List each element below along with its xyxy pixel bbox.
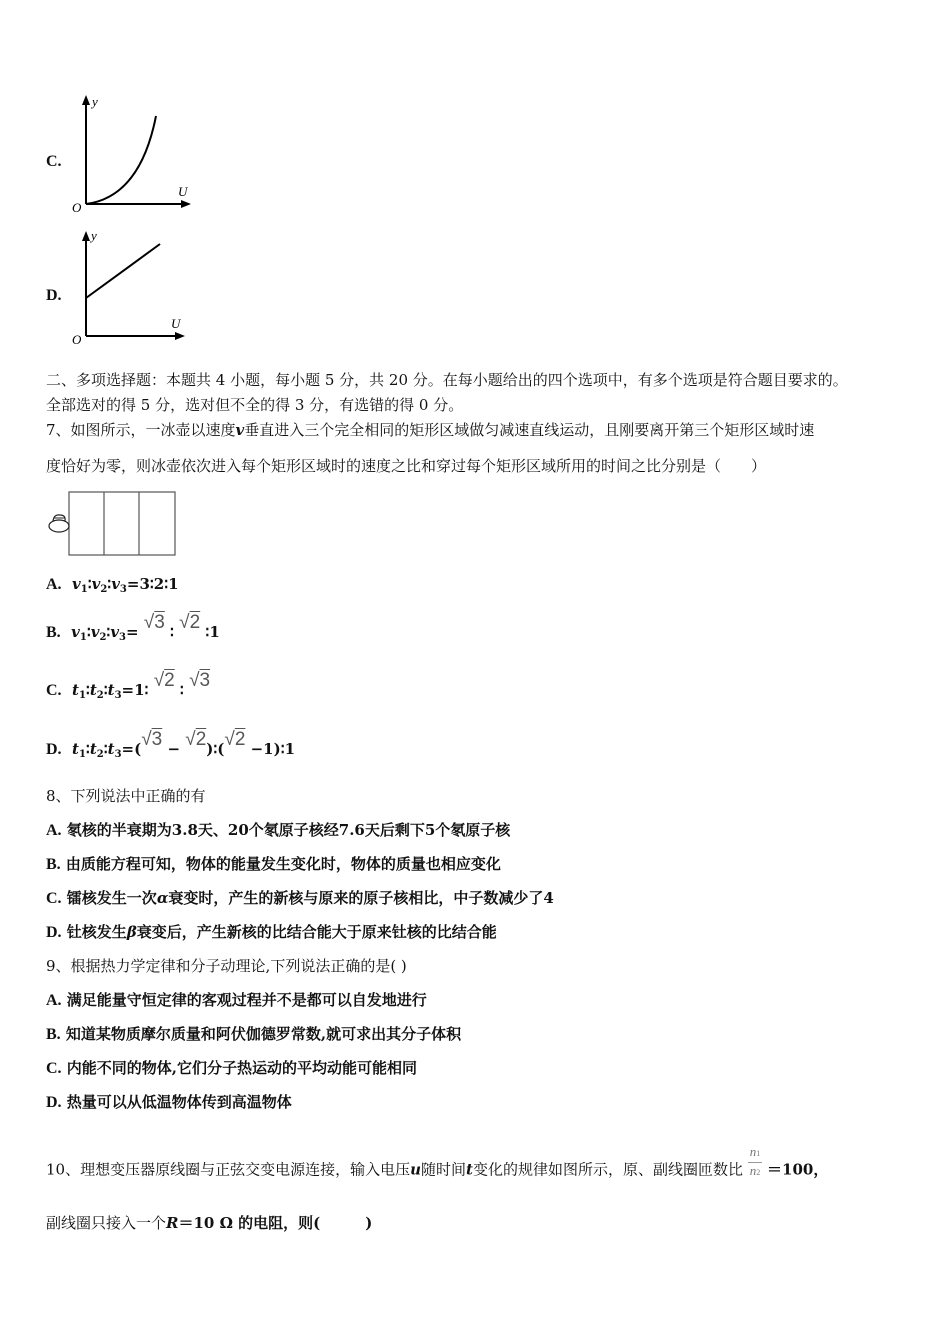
q8-stem: 8、下列说法中正确的有 — [46, 787, 206, 805]
q7-stem-text-b: 垂直进入三个完全相同的矩形区域做匀减速直线运动，且刚要离开第三个矩形区域时速 — [244, 421, 815, 439]
q7-option-c[interactable]: C. $t_1∶t_2∶t_3=1∶$ √2 ∶ √3 — [46, 670, 211, 701]
section-instructions-line1: 二、多项选择题：本题共 4 小题，每小题 5 分，共 20 分。在每小题给出的四个选项中，有多个选项是符合题目要求的。 — [46, 371, 848, 389]
graph-d-linear — [70, 228, 200, 346]
curling-stone-icon — [49, 515, 69, 532]
section-instructions-line2: 全部选对的得 5 分，选对但不全的得 3 分，有选错的得 0 分。 — [46, 396, 464, 414]
q7-option-a[interactable]: A. $v_1∶v_2∶v_3=3∶2∶1$ — [46, 575, 179, 595]
q7-stem-line2: 度恰好为零，则冰壶依次进入每个矩形区域时的速度之比和穿过每个矩形区域所用的时间之比分别是（ ） — [46, 457, 767, 475]
q9-stem: 9、根据热力学定律和分子动理论,下列说法正确的是( ) — [46, 957, 407, 975]
q9-option-a[interactable]: A. 满足能量守恒定律的客观过程并不是都可以自发地进行 — [46, 991, 427, 1009]
q10-stem-line1: 10、理想变压器原线圈与正弦交变电源连接，输入电压u随时间t变化的规律如图所示，原、副线圈匝数比 $\frac{n1}{n2}$ ＝100， — [46, 1152, 828, 1189]
turns-ratio-fraction: $\frac{n1}{n2}$ — [749, 1144, 761, 1178]
var-v: v — [235, 421, 245, 439]
svg-text:U: U — [178, 184, 188, 199]
q8-option-b[interactable]: B. 由质能方程可知，物体的能量发生变化时，物体的质量也相应变化 — [46, 855, 501, 873]
graph-c-parabola — [70, 92, 200, 214]
svg-text:O: O — [72, 332, 82, 346]
q7-stem-line1 — [46, 420, 814, 440]
var-t: t — [466, 1160, 473, 1179]
q8-option-c[interactable]: C. 镭核发生一次α衰变时，产生的新核与原来的原子核相比，中子数减少了4 — [46, 889, 554, 907]
svg-text:U: U — [171, 316, 181, 331]
q7-figure-regions — [46, 490, 180, 560]
option-d-label: D. — [46, 287, 62, 304]
q7-option-d[interactable]: D. $t_1∶t_2∶t_3=(√3$ − √2)∶(√2 −1)∶1 — [46, 729, 296, 760]
beta-symbol: β — [126, 923, 137, 941]
q8-option-d[interactable]: D. 钍核发生β衰变后，产生新核的比结合能大于原来钍核的比结合能 — [46, 923, 497, 941]
q7-option-b[interactable]: B. $v_1∶v_2∶v_3= √3$ ∶ √2 ∶1 — [46, 612, 220, 643]
q9-option-b[interactable]: B. 知道某物质摩尔质量和阿伏伽德罗常数,就可求出其分子体积 — [46, 1025, 462, 1043]
q9-option-c[interactable]: C. 内能不同的物体,它们分子热运动的平均动能可能相同 — [46, 1059, 418, 1077]
alpha-symbol: α — [156, 889, 169, 907]
svg-text:y: y — [92, 94, 98, 109]
option-c-label: C. — [46, 153, 62, 170]
var-u: u — [410, 1160, 421, 1179]
svg-text:y: y — [91, 228, 97, 243]
q7-stem-text-a: 7、如图所示，一冰壶以速度 — [46, 421, 236, 439]
svg-text:O: O — [72, 200, 82, 214]
var-r: R — [166, 1214, 179, 1232]
q9-option-d[interactable]: D. 热量可以从低温物体传到高温物体 — [46, 1093, 292, 1111]
q8-option-a[interactable]: A. 氡核的半衰期为3.8天、20个氡原子核经7.6天后剩下5个氡原子核 — [46, 821, 511, 839]
turns-ratio-value: ＝100， — [767, 1160, 829, 1179]
q10-stem-line2: 副线圈只接入一个R＝10 Ω 的电阻，则( ) — [46, 1214, 373, 1232]
